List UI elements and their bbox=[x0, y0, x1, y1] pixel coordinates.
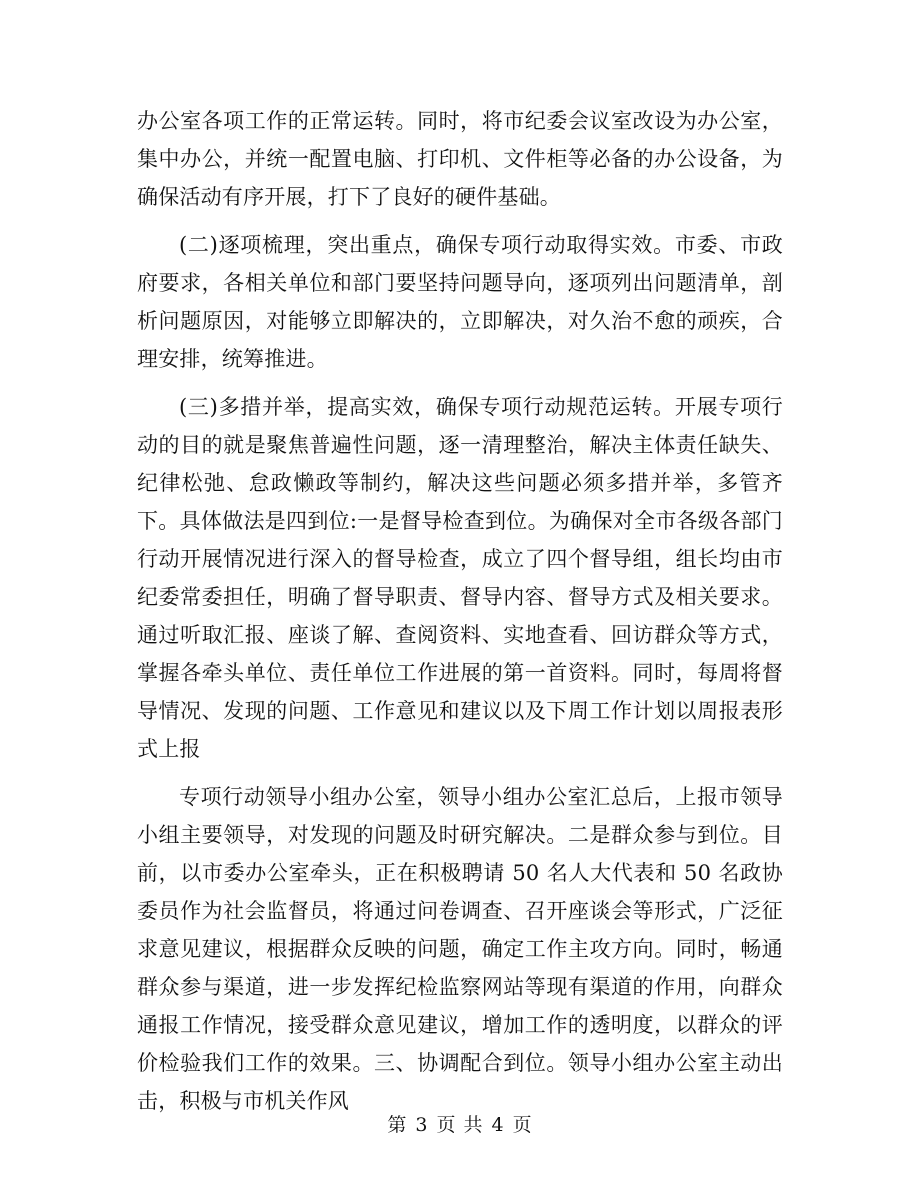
page-footer bbox=[0, 1110, 920, 1137]
document-body bbox=[137, 102, 783, 1120]
paragraph-2: (二)逐项梳理，突出重点，确保专项行动取得实效。市委、市政府要求，各相关单位和部门要坚持问题导向，逐项列出问题清单，剖析问题原因，对能够立即解决的，立即解决，对久治不愈的顽疾，合理安排，统筹推进。 bbox=[137, 233, 783, 371]
paragraph-3: (三)多措并举，提高实效，确保专项行动规范运转。开展专项行动的目的就是聚焦普遍性问题，逐一清理整治，解决主体责任缺失、纪律松弛、怠政懒政等制约，解决这些问题必须多措并举，多管齐下。具体做法是四到位:一是督导检查到位。为确保对全市各级各部门行动开展情况进行深入的督导检查，成立了四个督导组，组长均由市纪委常委担任，明确了督导职责、督导内容、督导方式及相关要求。通过听取汇报、座谈了解、查阅资料、实地查看、回访群众等方式，掌握各牵头单位、责任单位工作进展的第一首资料。同时，每周将督导情况、发现的问题、工作意见和建议以及下周工作计划以周报表形式上报 bbox=[137, 395, 783, 761]
footer-middle: 页 共 bbox=[436, 1114, 484, 1136]
footer-total-pages: 4 bbox=[491, 1114, 505, 1136]
paragraph-4: 专项行动领导小组办公室，领导小组办公室汇总后，上报市领导小组主要领导，对发现的问题及时研究解决。二是群众参与到位。目前，以市委办公室牵头，正在积极聘请 50 名人大代表和 50 名政协委员作为社会监督员，将通过问卷调查、召开座谈会等形式，广泛征求意见建议，根据群众反映的问题，确定工作主攻方向。同时，畅通群众参与渠道，进一步发挥纪检监察网站等现有渠道的作用，向群众通报工作情况，接受群众意见建议，增加工作的透明度，以群众的评价检验我们工作的效果。三、协调配合到位。领导小组办公室主动出击，积极与市机关作风 bbox=[137, 785, 783, 1113]
paragraph-1: 办公室各项工作的正常运转。同时，将市纪委会议室改设为办公室，集中办公，并统一配置电脑、打印机、文件柜等必备的办公设备，为确保活动有序开展，打下了良好的硬件基础。 bbox=[137, 109, 783, 209]
footer-suffix: 页 bbox=[512, 1114, 533, 1136]
footer-page-number: 3 bbox=[415, 1114, 429, 1136]
footer-prefix: 第 bbox=[387, 1114, 408, 1136]
